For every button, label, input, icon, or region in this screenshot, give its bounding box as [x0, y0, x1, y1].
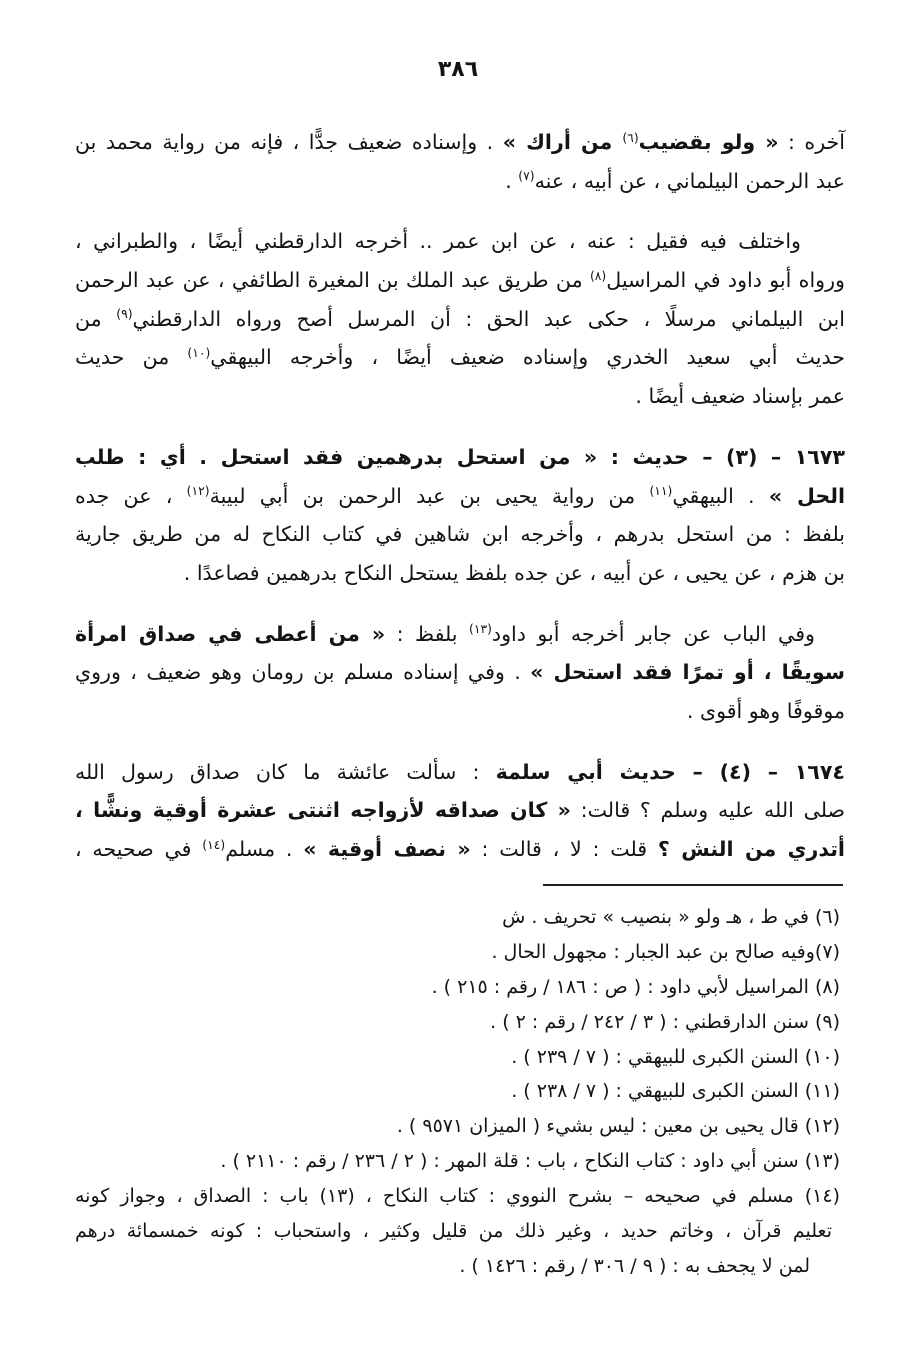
footnote-ref: (٧) [518, 169, 535, 184]
bold-text-run: الحل » [768, 483, 846, 508]
paragraph [75, 438, 845, 593]
bold-text-run: « نصف أوقية » [303, 837, 471, 861]
bold-text-run: ١٦٧٤ – (٤) – حديث أبي سلمة [495, 759, 845, 784]
text-run: . مسلم [225, 837, 304, 861]
footnotes [75, 900, 840, 1284]
text-line [75, 438, 845, 477]
footnote-line: (١١) السنن الكبرى للبيهقي : ( ٧ / ٢٣٨ ) . [511, 1080, 840, 1103]
footnote-line: (٨) المراسيل لأبي داود : ( ص : ١٨٦ / رقم : ٢١٥ ) . [431, 975, 840, 998]
footnote-line: لمن لا يجحف به : ( ٩ / ٣٠٦ / رقم : ١٤٢٦ ) . [459, 1254, 810, 1277]
text-line [75, 554, 845, 593]
text-line [75, 162, 845, 201]
text-run: قلت : لا ، قالت : [470, 837, 658, 861]
text-run: آخره : [778, 130, 845, 154]
paragraph [75, 753, 845, 869]
footnote-ref: (١٢) [186, 484, 210, 499]
text-run: عبد الرحمن البيلماني ، عن أبيه ، عنه [534, 168, 845, 193]
bold-text-run: « ولو بقضيب [638, 130, 779, 154]
text-run: : سألت عائشة ما كان صداق رسول الله [75, 759, 496, 784]
text-run: . البيهقي [672, 483, 769, 508]
footnote-line: (١٠) السنن الكبرى للبيهقي : ( ٧ / ٢٣٩ ) . [511, 1045, 840, 1068]
footnote-line: (١٤) مسلم في صحيحه – بشرح النووي : كتاب النكاح ، (١٣) باب : الصداق ، وجواز كونه [75, 1185, 840, 1208]
text-run: في صحيحه ، [75, 837, 203, 861]
text-line [75, 377, 845, 416]
text-run: من حديث [75, 345, 188, 370]
paragraph [75, 615, 845, 731]
text-line [75, 123, 845, 162]
text-line [75, 222, 845, 261]
bold-text-run: « كان صداقه لأزواجه اثنتى عشرة أوقية ونشًّا ، [75, 798, 571, 823]
text-run: وفي الباب عن جابر أخرجه أبو داود [491, 621, 815, 646]
text-run: . وإسناده ضعيف جدًّا ، فإنه من رواية محمد بن [75, 130, 503, 154]
footnote-ref: (١٣) [468, 622, 492, 637]
text-run: عمر بإسناد ضعيف أيضًا . [635, 384, 845, 409]
text-run: حديث أبي سعيد الخدري وإسناده ضعيف أيضًا ، وأخرجه البيهقي [210, 345, 846, 370]
footnote-line: (٦) في ط ، هـ ولو « بنصيب » تحريف . ش [502, 906, 840, 928]
text-line [75, 300, 845, 339]
footnote-line: (١٢) قال يحيى بن معين : ليس بشيء ( الميزان ٩٥٧١ ) . [396, 1115, 840, 1138]
footnote-ref: (١٤) [202, 837, 226, 852]
text-run: . وفي إسناده مسلم بن رومان وهو ضعيف ، وروي [75, 660, 531, 685]
footnote-line: (٩) سنن الدارقطني : ( ٣ / ٢٤٢ / رقم : ٢ ) . [490, 1010, 840, 1033]
bold-text-run: سويقًا ، أو تمرًا فقد استحل » [530, 660, 845, 685]
text-run: . [505, 168, 519, 193]
text-run: واختلف فيه فقيل : عنه ، عن ابن عمر .. أخرجه الدارقطني أيضًا ، والطبراني ، [75, 229, 801, 254]
text-line [75, 615, 845, 654]
text-line [75, 692, 845, 731]
bold-text-run: من أراك » [502, 130, 623, 154]
bold-text-run: أتدري من النش ؟ [657, 837, 845, 861]
text-run: بن هزم ، عن يحيى ، عن أبيه ، عن جده بلفظ يستحل النكاح بدرهمين فصاعدًا . [183, 560, 845, 585]
footnote-ref: (١٠) [187, 346, 211, 361]
footnote-line: تعليم قرآن ، وخاتم حديد ، وغير ذلك من قليل وكثير ، واستحباب : كونه خمسمائة درهم [75, 1220, 832, 1243]
text-run: صلى الله عليه وسلم ؟ قالت: [570, 798, 846, 823]
bold-text-run: ١٦٧٣ – (٣) – حديث : « من استحل بدرهمين فقد استحل . أي : طلب [75, 444, 845, 469]
text-line [75, 791, 845, 830]
text-run: موقوفًا وهو أقوى . [686, 698, 845, 723]
text-run: من رواية يحيى بن عبد الرحمن بن أبي لبيبة [209, 483, 650, 508]
text-line [75, 261, 845, 300]
text-run: من [75, 306, 117, 331]
main-text [75, 123, 845, 869]
footnote-line: (٧)وفيه صالح بن عبد الجبار : مجهول الحال . [491, 940, 840, 963]
text-run: بلفظ : [385, 621, 469, 646]
text-line [75, 515, 845, 554]
text-run: ورواه أبو داود في المراسيل [606, 268, 845, 293]
text-line [75, 338, 845, 377]
footnote-ref: (٨) [589, 268, 607, 283]
text-run: ، عن جده [75, 483, 187, 508]
footnote-divider [543, 884, 843, 886]
text-run: بلفظ : من استحل بدرهم ، وأخرجه ابن شاهين في كتاب النكاح له من طريق جارية [75, 522, 845, 547]
footnote-line: (١٣) سنن أبي داود : كتاب النكاح ، باب : قلة المهر : ( ٢ / ٢٣٦ / رقم : ٢١١٠ ) . [220, 1150, 840, 1173]
bold-text-run: « من أعطى في صداق امرأة [75, 621, 386, 646]
footnote-ref: (١١) [649, 484, 673, 499]
text-run: من طريق عبد الملك بن المغيرة الطائفي ، عن عبد الرحمن [75, 268, 590, 293]
text-line [75, 653, 845, 692]
footnote-ref: (٦) [622, 130, 639, 145]
text-run: ابن البيلماني مرسلًا ، حكى عبد الحق : أن المرسل أصح ورواه الدارقطني [132, 306, 846, 331]
text-line [75, 477, 845, 516]
paragraph [75, 123, 845, 200]
footnote-ref: (٩) [116, 307, 133, 322]
text-line [75, 753, 845, 792]
page-number: ٣٨٦ [437, 57, 479, 82]
paragraph [75, 222, 845, 415]
text-line [75, 830, 845, 869]
